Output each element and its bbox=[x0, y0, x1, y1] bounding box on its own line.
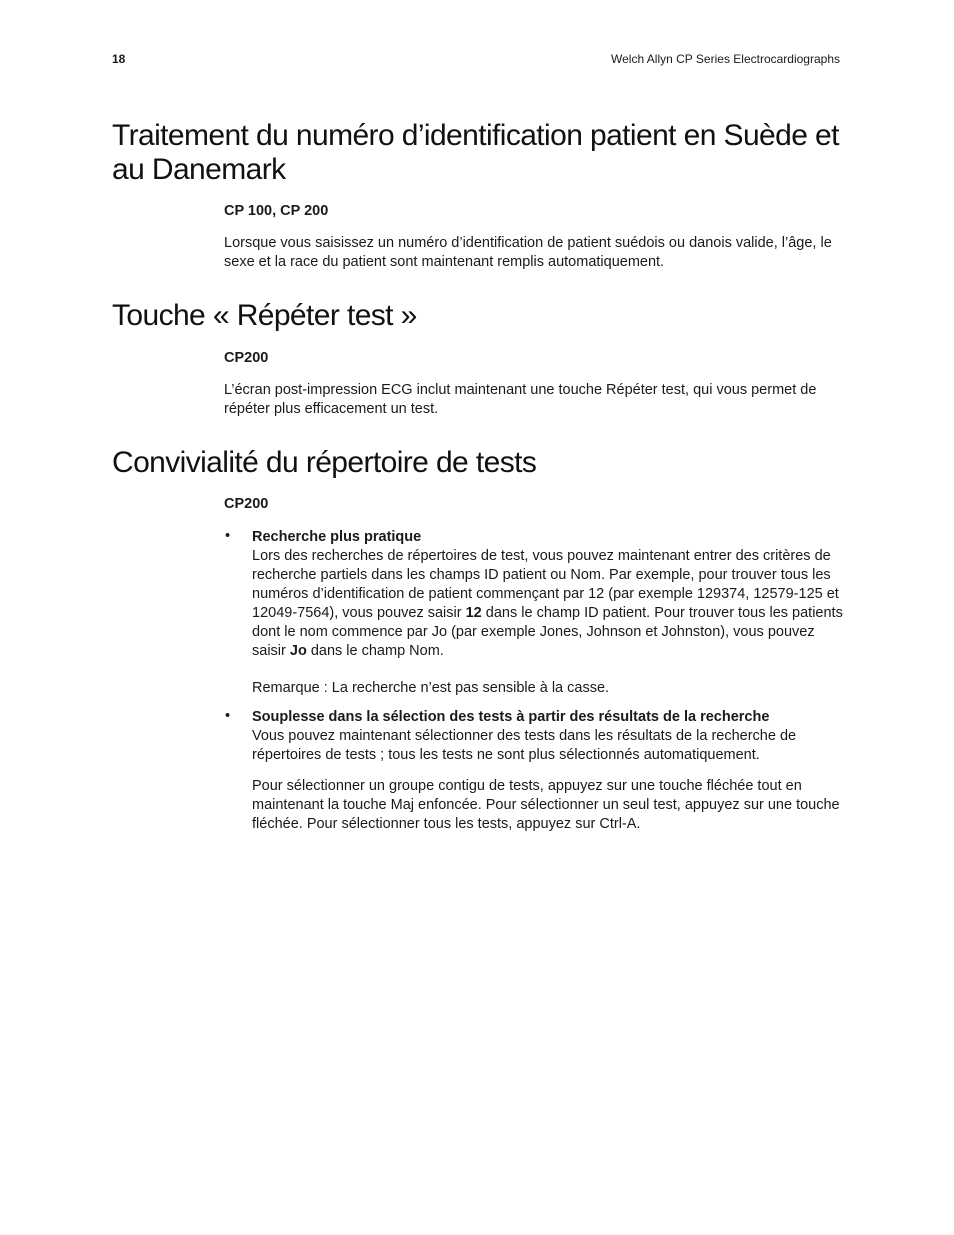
bullet-heading: Souplesse dans la sélection des tests à partir des résultats de la recherche bbox=[252, 709, 770, 725]
running-header-title: Welch Allyn CP Series Electrocardiographs bbox=[611, 52, 840, 66]
model-label: CP 100, CP 200 bbox=[224, 203, 329, 219]
bullet-marker: • bbox=[225, 708, 231, 724]
bullet-text: Lors des recherches de répertoires de test, vous pouvez maintenant entrer des critères de recherche partiels dans les champs ID patient ou Nom. Par exemple, pour trouver tous les numéros d’identification de patient commençant par 12 (par exemple 129374, 12579-125 et 12049-7564), vous pouvez saisir bbox=[252, 548, 839, 621]
model-label: CP200 bbox=[224, 350, 269, 366]
page-number: 18 bbox=[112, 52, 126, 66]
section-title-sweden-denmark: Traitement du numéro d’identification patient en Suède et au Danemark bbox=[112, 119, 839, 186]
bullet-heading: Recherche plus pratique bbox=[252, 529, 422, 545]
bullet-text: dans le champ Nom. bbox=[306, 643, 444, 659]
bullet-item-selection bbox=[252, 708, 848, 834]
bullet-marker: • bbox=[225, 528, 231, 544]
bullet-text: Pour sélectionner un groupe contigu de tests, appuyez sur une touche fléchée tout en maintenant la touche Maj enfoncée. Pour sélectionner un seul test, appuyez sur une touche fléchée. Pour sélectionner tous les tests, appuyez sur Ctrl-A. bbox=[252, 778, 840, 832]
section-title-repeat-test: Touche « Répéter test » bbox=[112, 299, 417, 332]
section-paragraph: L’écran post-impression ECG inclut maintenant une touche Répéter test, qui vous permet de répéter plus efficacement un test. bbox=[224, 382, 817, 417]
bullet-text: Vous pouvez maintenant sélectionner des tests dans les résultats de la recherche de répertoires de tests ; tous les tests ne sont plus sélectionnés automatiquement. bbox=[252, 728, 797, 763]
section-title-test-directory: Convivialité du répertoire de tests bbox=[112, 446, 537, 479]
bold-inline: Jo bbox=[289, 643, 307, 659]
model-label: CP200 bbox=[224, 496, 269, 512]
bold-inline: 12 bbox=[465, 605, 482, 621]
bullet-text: dans le champ ID patient. Pour trouver tous les patients dont le nom commence par Jo (par exemple Jones, Johnson et Johnston), vous pouvez saisir bbox=[252, 605, 843, 659]
bullet-note: Remarque : La recherche n’est pas sensible à la casse. bbox=[252, 680, 610, 696]
section-paragraph: Lorsque vous saisissez un numéro d’identification de patient suédois ou danois valide, l’âge, le sexe et la race du patient sont maintenant remplis automatiquement. bbox=[224, 235, 832, 270]
bullet-item-search bbox=[252, 528, 848, 698]
